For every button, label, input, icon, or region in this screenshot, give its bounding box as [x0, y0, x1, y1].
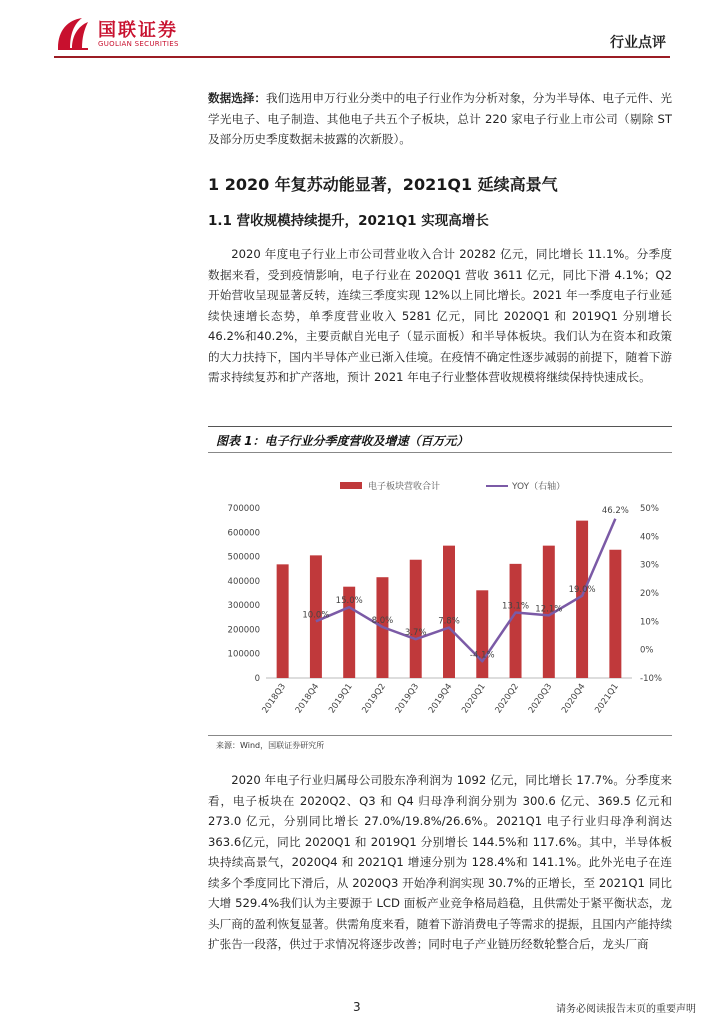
revenue-chart: [208, 460, 672, 730]
right-tick-label: 20%: [640, 589, 659, 599]
x-tick-label: 2020Q1: [460, 681, 488, 716]
figure-top-rule: [208, 426, 672, 427]
logo-emblem-icon: [54, 14, 92, 52]
yoy-data-label: 19.0%: [568, 584, 596, 595]
revenue-bar: [609, 550, 621, 678]
chart-legend: [340, 480, 565, 492]
revenue-bar: [443, 546, 455, 678]
revenue-bar: [510, 564, 522, 678]
x-tick-label: 2019Q2: [360, 681, 388, 716]
x-tick-label: 2019Q4: [426, 681, 455, 716]
right-tick-label: 30%: [640, 560, 659, 571]
x-tick-label: 2018Q3: [260, 681, 289, 716]
right-axis: [640, 504, 662, 684]
legend-bar-swatch: [340, 482, 362, 489]
yoy-data-label: -4.1%: [469, 650, 495, 661]
revenue-bar: [476, 590, 488, 678]
yoy-data-label: 12.1%: [535, 604, 563, 615]
left-tick-label: 0: [254, 674, 260, 684]
section-1-1-heading: 1.1 营收规模持续提升，2021Q1 实现高增长: [208, 213, 489, 229]
yoy-data-label: 7.8%: [438, 616, 460, 627]
x-tick-label: 2019Q3: [393, 681, 422, 716]
x-tick-label: 2020Q3: [526, 681, 555, 716]
figure-title-rule: [208, 452, 672, 453]
right-tick-label: 50%: [640, 504, 659, 514]
legend-bar-label: 电子板块营收合计: [368, 482, 441, 492]
right-tick-label: 10%: [640, 617, 659, 628]
figure-bottom-rule: [208, 735, 672, 736]
x-tick-label: 2020Q4: [560, 681, 588, 716]
left-tick-label: 200000: [227, 625, 260, 636]
right-tick-label: 40%: [640, 532, 659, 543]
x-tick-label: 2019Q1: [327, 681, 355, 716]
figure-source: 来源：Wind，国联证券研究所: [216, 741, 325, 750]
left-tick-label: 600000: [227, 528, 260, 539]
right-tick-label: -10%: [640, 674, 662, 684]
x-axis-labels: [261, 682, 621, 715]
report-category: 行业点评: [610, 35, 666, 51]
section-1-heading: 1 2020 年复苏动能显著，2021Q1 延续高景气: [208, 175, 558, 194]
left-tick-label: 500000: [227, 552, 260, 563]
page-header: [0, 0, 724, 58]
profit-paragraph: 2020 年电子行业归属母公司股东净利润为 1092 亿元，同比增长 17.7%。分季度来看，电子板块在 2020Q2、Q3 和 Q4 归母净利润分别为 300.6 亿元、369.5 亿元和273.0 亿元，分别同比增长 27.0%/19.8%/26.6%。2021Q1 电子行业归母净利润达 363.6亿元，同比 2020Q1 和 2019Q1 分别增长 144.5%和 117.6%。其中，半导体板块持续高景气，2020Q4 和 2021Q1 增速分别为 128.4%和 141.1%。此外光电子在连续多个季度同比下滑后，从 2020Q3 开始净利润实现 30.7%的正增长，至 2021Q1 同比大增 529.4%我们认为主要源于 LCD 面板产业竞争格局趋稳，且供需处于紧平衡状态，龙头厂商的盈利恢复显著。供需角度来看，随着下游消费电子等需求的提振，且国内产能持续扩张告一段落，供过于求情况将逐步改善；同时电子产业链历经数轮整合后，龙头厂商: [208, 773, 672, 951]
yoy-data-label: 3.7%: [404, 628, 427, 639]
footer-disclaimer: 请务必阅读报告末页的重要声明: [556, 1004, 696, 1015]
left-tick-label: 100000: [227, 649, 260, 660]
guolian-logo: [54, 14, 194, 54]
left-tick-label: 300000: [227, 601, 260, 612]
x-tick-label: 2021Q1: [593, 681, 621, 716]
yoy-data-label: 46.2%: [601, 505, 629, 516]
intro-label: 数据选择：: [208, 91, 266, 105]
legend-line-label: YOY（右轴）: [512, 482, 566, 492]
left-tick-label: 700000: [227, 504, 260, 514]
revenue-bar: [277, 564, 289, 678]
yoy-data-label: 8.0%: [371, 616, 394, 626]
right-tick-label: 0%: [640, 645, 654, 656]
yoy-data-label: 15.0%: [335, 596, 363, 607]
revenue-bar: [410, 560, 422, 678]
bar-series: [277, 521, 622, 678]
x-tick-label: 2018Q4: [293, 681, 322, 716]
yoy-data-label: 13.1%: [502, 601, 530, 612]
page-number: 3: [353, 1000, 361, 1014]
intro-text: 我们选用申万行业分类中的电子行业作为分析对象，分为半导体、电子元件、光学光电子、电子制造、其他电子共五个子板块，总计 220 家电子行业上市公司（剔除 ST 及部分历史季度数据未披露的次新股）。: [208, 91, 672, 146]
header-divider: [54, 56, 670, 58]
figure-title: 图表 1：电子行业分季度营收及增速（百万元）: [216, 434, 469, 448]
x-tick-label: 2020Q2: [493, 681, 522, 716]
left-tick-label: 400000: [227, 576, 260, 587]
revenue-paragraph: 2020 年度电子行业上市公司营业收入合计 20282 亿元，同比增长 11.1%。分季度数据来看，受到疫情影响，电子行业在 2020Q1 营收 3611 亿元，同比下滑 4.1%；Q2开始营收呈现显著反转，连续三季度实现 12%以上同比增长。2021 年一季度电子行业延续快速增长态势，单季度营业收入 5281 亿元，同比 2020Q1 和 2019Q1 分别增长46.2%和40.2%，主要贡献自光电子（显示面板）和半导体板块。我们认为在资本和政策的大力扶持下，国内半导体产业已渐入佳境。在疫情不确定性逐步减弱的前提下，随着下游需求持续复苏和扩产落地，预计 2021 年电子行业整体营收规模将继续保持快速成长。: [208, 247, 672, 384]
intro-paragraph: [208, 88, 672, 150]
brand-name-cn: 国联证券: [98, 20, 178, 41]
yoy-data-label: 10.0%: [302, 610, 330, 621]
brand-name-en: GUOLIAN SECURITIES: [98, 40, 179, 48]
